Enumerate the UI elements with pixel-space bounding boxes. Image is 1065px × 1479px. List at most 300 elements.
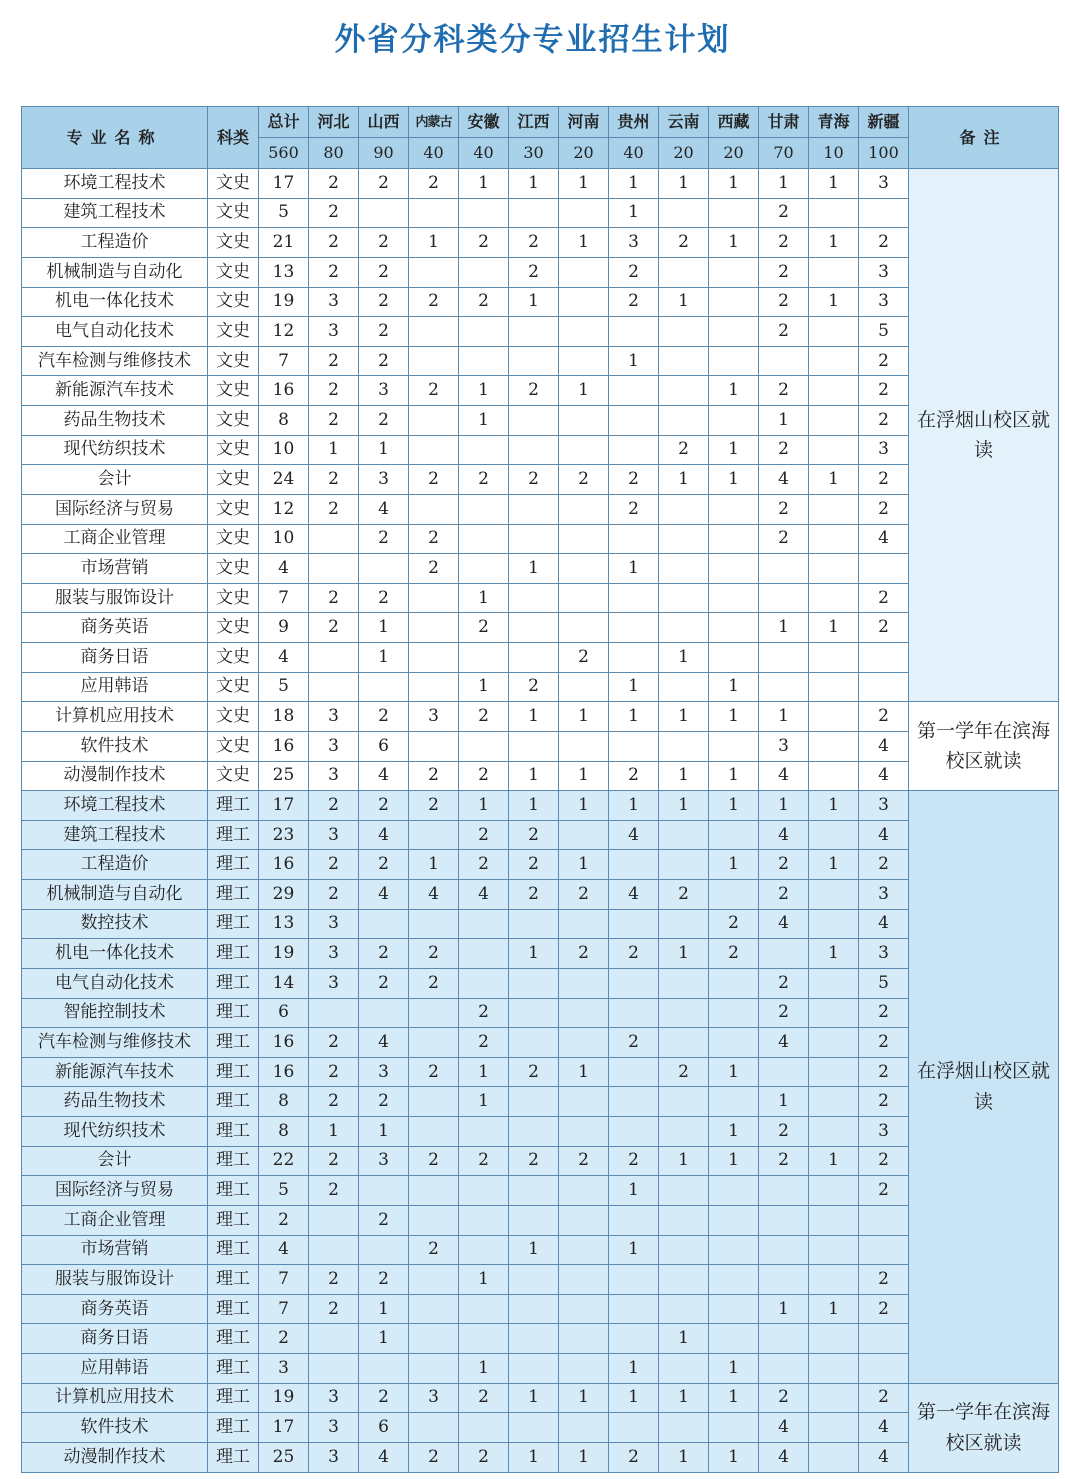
province-count-cell [809,643,859,673]
province-count-cell: 1 [709,169,759,199]
major-name-cell: 建筑工程技术 [22,820,208,850]
province-count-cell: 3 [309,702,359,732]
header-province-label: 甘肃 [759,107,809,138]
province-count-cell: 1 [809,613,859,643]
major-name-cell: 软件技术 [22,731,208,761]
province-count-cell [709,880,759,910]
major-name-cell: 服装与服饰设计 [22,1265,208,1295]
category-cell: 文史 [208,672,259,702]
province-count-cell: 2 [359,1383,409,1413]
province-count-cell [709,613,759,643]
province-count-cell [409,257,459,287]
table-row [22,820,1059,850]
province-count-cell [659,346,709,376]
province-count-cell [659,583,709,613]
province-count-cell: 2 [459,228,509,258]
total-cell: 16 [259,1028,309,1058]
province-count-cell [709,1087,759,1117]
province-count-cell [409,672,459,702]
province-count-cell [759,1235,809,1265]
province-count-cell [559,1117,609,1147]
province-count-cell [559,406,609,436]
province-count-cell: 2 [609,494,659,524]
total-cell: 7 [259,346,309,376]
header-province-label: 山西 [359,107,409,138]
province-count-cell [859,672,909,702]
province-count-cell [559,1087,609,1117]
province-count-cell [709,406,759,436]
category-cell: 文史 [208,257,259,287]
province-count-cell [759,1354,809,1384]
province-count-cell: 2 [509,820,559,850]
province-count-cell [809,1117,859,1147]
province-count-cell: 4 [359,880,409,910]
province-count-cell: 2 [359,1205,409,1235]
header-province-quota: 30 [509,138,559,169]
major-name-cell: 商务日语 [22,643,208,673]
major-name-cell: 机械制造与自动化 [22,257,208,287]
category-cell: 文史 [208,346,259,376]
table-row [22,731,1059,761]
province-count-cell: 4 [359,761,409,791]
province-count-cell: 1 [609,1235,659,1265]
province-count-cell [809,1028,859,1058]
province-count-cell: 2 [759,524,809,554]
province-count-cell [559,554,609,584]
province-count-cell: 1 [759,1087,809,1117]
province-count-cell: 2 [309,228,359,258]
province-count-cell [509,1176,559,1206]
province-count-cell: 1 [759,1294,809,1324]
total-cell: 8 [259,1117,309,1147]
province-count-cell: 1 [759,702,809,732]
province-count-cell [509,435,559,465]
province-count-cell: 4 [359,1442,409,1472]
total-cell: 13 [259,257,309,287]
province-count-cell [559,257,609,287]
major-name-cell: 智能控制技术 [22,998,208,1028]
province-count-cell: 2 [759,1383,809,1413]
province-count-cell: 4 [609,880,659,910]
province-count-cell [809,1413,859,1443]
table-row [22,1294,1059,1324]
province-count-cell [409,1265,459,1295]
province-count-cell [609,850,659,880]
province-count-cell: 1 [709,850,759,880]
total-cell: 12 [259,494,309,524]
province-count-cell [809,880,859,910]
province-count-cell [509,317,559,347]
province-count-cell [309,998,359,1028]
province-count-cell: 2 [359,791,409,821]
major-name-cell: 新能源汽车技术 [22,376,208,406]
note-cell: 在浮烟山校区就读 [909,169,1059,702]
category-cell: 理工 [208,939,259,969]
province-count-cell [609,1117,659,1147]
province-count-cell [509,1028,559,1058]
category-cell: 文史 [208,613,259,643]
province-count-cell [459,1235,509,1265]
table-row [22,1146,1059,1176]
category-cell: 理工 [208,968,259,998]
province-count-cell [359,1354,409,1384]
province-count-cell: 2 [859,376,909,406]
province-count-cell [709,257,759,287]
total-cell: 8 [259,1087,309,1117]
total-cell: 16 [259,731,309,761]
province-count-cell: 6 [359,1413,409,1443]
total-cell: 16 [259,850,309,880]
category-cell: 理工 [208,998,259,1028]
province-count-cell: 2 [359,702,409,732]
province-count-cell [459,939,509,969]
table-row [22,672,1059,702]
province-count-cell [609,1324,659,1354]
major-name-cell: 工商企业管理 [22,1205,208,1235]
province-count-cell: 2 [509,672,559,702]
province-count-cell [409,731,459,761]
province-count-cell [809,406,859,436]
table-row [22,909,1059,939]
total-cell: 25 [259,761,309,791]
province-count-cell [659,1028,709,1058]
province-count-cell [709,317,759,347]
total-cell: 10 [259,435,309,465]
province-count-cell: 1 [509,287,559,317]
category-cell: 理工 [208,1087,259,1117]
total-cell: 19 [259,939,309,969]
province-count-cell [609,1413,659,1443]
province-count-cell [659,1176,709,1206]
province-count-cell: 2 [509,228,559,258]
header-row-provinces [22,107,1059,138]
total-cell: 23 [259,820,309,850]
province-count-cell: 2 [309,583,359,613]
province-count-cell [659,1205,709,1235]
province-count-cell: 2 [409,761,459,791]
total-cell: 3 [259,1354,309,1384]
province-count-cell [659,909,709,939]
province-count-cell: 2 [409,376,459,406]
header-province-quota: 20 [559,138,609,169]
province-count-cell [809,1324,859,1354]
province-count-cell [459,1205,509,1235]
province-count-cell: 2 [359,257,409,287]
province-count-cell: 1 [509,761,559,791]
province-count-cell [509,613,559,643]
province-count-cell: 1 [459,1354,509,1384]
province-count-cell: 2 [309,613,359,643]
header-province-label: 青海 [809,107,859,138]
table-row [22,643,1059,673]
header-province-quota: 40 [459,138,509,169]
province-count-cell [809,1383,859,1413]
province-count-cell: 3 [859,287,909,317]
table-row [22,880,1059,910]
province-count-cell: 2 [759,850,809,880]
province-count-cell [309,1324,359,1354]
province-count-cell: 1 [809,228,859,258]
province-count-cell: 2 [309,198,359,228]
province-count-cell: 3 [359,376,409,406]
province-count-cell: 1 [809,850,859,880]
province-count-cell: 3 [859,939,909,969]
province-count-cell: 2 [359,169,409,199]
province-count-cell [459,554,509,584]
province-count-cell [559,1028,609,1058]
province-count-cell: 1 [509,939,559,969]
province-count-cell [709,643,759,673]
province-count-cell [409,820,459,850]
table-row [22,1057,1059,1087]
province-count-cell: 3 [309,1442,359,1472]
province-count-cell: 2 [409,1235,459,1265]
table-row [22,998,1059,1028]
province-count-cell: 3 [359,465,409,495]
total-cell: 18 [259,702,309,732]
major-name-cell: 药品生物技术 [22,406,208,436]
category-cell: 文史 [208,435,259,465]
province-count-cell: 2 [859,494,909,524]
province-count-cell: 1 [559,1383,609,1413]
province-count-cell: 1 [559,1442,609,1472]
total-cell: 17 [259,1413,309,1443]
province-count-cell: 1 [659,287,709,317]
province-count-cell: 1 [459,791,509,821]
table-row [22,287,1059,317]
table-row [22,169,1059,199]
header-province-label: 河北 [309,107,359,138]
province-count-cell: 1 [709,465,759,495]
province-count-cell: 2 [859,465,909,495]
category-cell: 文史 [208,287,259,317]
province-count-cell [809,583,859,613]
province-count-cell [709,968,759,998]
province-count-cell: 3 [309,287,359,317]
province-count-cell [659,406,709,436]
province-count-cell [409,1028,459,1058]
province-count-cell: 2 [309,406,359,436]
category-cell: 文史 [208,406,259,436]
province-count-cell [659,672,709,702]
category-cell: 理工 [208,909,259,939]
category-cell: 理工 [208,1294,259,1324]
province-count-cell: 2 [459,1442,509,1472]
province-count-cell: 2 [409,554,459,584]
province-count-cell: 2 [759,494,809,524]
province-count-cell: 3 [859,880,909,910]
province-count-cell [659,820,709,850]
province-count-cell [709,583,759,613]
province-count-cell [759,583,809,613]
total-cell: 29 [259,880,309,910]
table-row [22,465,1059,495]
province-count-cell [809,672,859,702]
province-count-cell [609,1087,659,1117]
province-count-cell: 2 [859,228,909,258]
province-count-cell: 1 [659,1146,709,1176]
province-count-cell [659,554,709,584]
province-count-cell: 4 [859,1413,909,1443]
enrollment-plan-table [21,106,1059,1473]
province-count-cell [409,317,459,347]
province-count-cell [659,257,709,287]
table-row [22,1205,1059,1235]
province-count-cell: 3 [409,1383,459,1413]
province-count-cell [509,1294,559,1324]
province-count-cell [809,820,859,850]
province-count-cell [609,583,659,613]
table-row [22,494,1059,524]
province-count-cell [509,1354,559,1384]
province-count-cell [559,1265,609,1295]
province-count-cell [409,198,459,228]
province-count-cell: 2 [359,524,409,554]
province-count-cell [809,198,859,228]
province-count-cell: 3 [309,1413,359,1443]
category-cell: 文史 [208,198,259,228]
province-count-cell: 1 [459,1087,509,1117]
province-count-cell [659,850,709,880]
province-count-cell [359,1235,409,1265]
province-count-cell [809,317,859,347]
province-count-cell [309,1235,359,1265]
province-count-cell: 2 [759,968,809,998]
province-count-cell: 2 [459,702,509,732]
province-count-cell [509,1265,559,1295]
table-row [22,583,1059,613]
province-count-cell: 1 [609,198,659,228]
category-cell: 理工 [208,1413,259,1443]
province-count-cell [609,1205,659,1235]
province-count-cell [609,524,659,554]
province-count-cell [309,1205,359,1235]
province-count-cell [559,1205,609,1235]
province-count-cell [509,346,559,376]
category-cell: 文史 [208,643,259,673]
province-count-cell [759,346,809,376]
table-row [22,850,1059,880]
table-row [22,761,1059,791]
category-cell: 理工 [208,1324,259,1354]
province-count-cell [809,257,859,287]
province-count-cell: 2 [409,169,459,199]
province-count-cell [459,317,509,347]
province-count-cell: 2 [609,465,659,495]
province-count-cell: 2 [659,880,709,910]
province-count-cell: 1 [809,169,859,199]
header-province-label: 总计 [259,107,309,138]
province-count-cell: 4 [759,820,809,850]
province-count-cell [809,346,859,376]
category-cell: 文史 [208,228,259,258]
province-count-cell: 3 [309,761,359,791]
province-count-cell [409,1176,459,1206]
province-count-cell: 2 [459,850,509,880]
province-count-cell [509,198,559,228]
province-count-cell [559,613,609,643]
province-count-cell [609,731,659,761]
province-count-cell: 3 [609,228,659,258]
total-cell: 21 [259,228,309,258]
province-count-cell [459,257,509,287]
province-count-cell: 1 [559,376,609,406]
province-count-cell: 4 [759,1413,809,1443]
total-cell: 5 [259,672,309,702]
total-cell: 2 [259,1324,309,1354]
province-count-cell: 1 [709,791,759,821]
province-count-cell: 2 [509,257,559,287]
province-count-cell: 1 [659,643,709,673]
province-count-cell: 2 [309,169,359,199]
province-count-cell [659,1354,709,1384]
province-count-cell [809,494,859,524]
province-count-cell: 2 [659,1057,709,1087]
province-count-cell: 3 [859,1117,909,1147]
major-name-cell: 动漫制作技术 [22,761,208,791]
major-name-cell: 机电一体化技术 [22,939,208,969]
province-count-cell [559,1413,609,1443]
total-cell: 13 [259,909,309,939]
province-count-cell: 2 [609,939,659,969]
province-count-cell [559,198,609,228]
table-row [22,939,1059,969]
province-count-cell: 2 [309,346,359,376]
table-row [22,257,1059,287]
category-cell: 文史 [208,554,259,584]
category-cell: 理工 [208,1354,259,1384]
province-count-cell: 2 [559,939,609,969]
province-count-cell: 2 [309,880,359,910]
province-count-cell: 2 [409,1442,459,1472]
category-cell: 文史 [208,376,259,406]
province-count-cell: 2 [759,435,809,465]
province-count-cell [359,672,409,702]
province-count-cell [809,1442,859,1472]
province-count-cell: 1 [609,346,659,376]
province-count-cell: 4 [609,820,659,850]
province-count-cell [509,1205,559,1235]
province-count-cell [559,435,609,465]
major-name-cell: 现代纺织技术 [22,435,208,465]
province-count-cell: 3 [309,1383,359,1413]
province-count-cell: 5 [859,968,909,998]
province-count-cell [559,909,609,939]
province-count-cell: 3 [859,435,909,465]
province-count-cell: 1 [709,435,759,465]
province-count-cell [609,406,659,436]
major-name-cell: 计算机应用技术 [22,1383,208,1413]
province-count-cell [409,1354,459,1384]
province-count-cell: 1 [659,1324,709,1354]
province-count-cell: 2 [409,968,459,998]
table-row [22,554,1059,584]
table-row [22,1413,1059,1443]
province-count-cell: 2 [459,287,509,317]
province-count-cell [759,1265,809,1295]
province-count-cell [809,998,859,1028]
major-name-cell: 会计 [22,1146,208,1176]
major-name-cell: 工程造价 [22,850,208,880]
province-count-cell [609,968,659,998]
province-count-cell [509,909,559,939]
province-count-cell [809,554,859,584]
province-count-cell: 1 [709,672,759,702]
province-count-cell [809,968,859,998]
province-count-cell: 1 [759,406,809,436]
province-count-cell: 5 [859,317,909,347]
province-count-cell [409,346,459,376]
